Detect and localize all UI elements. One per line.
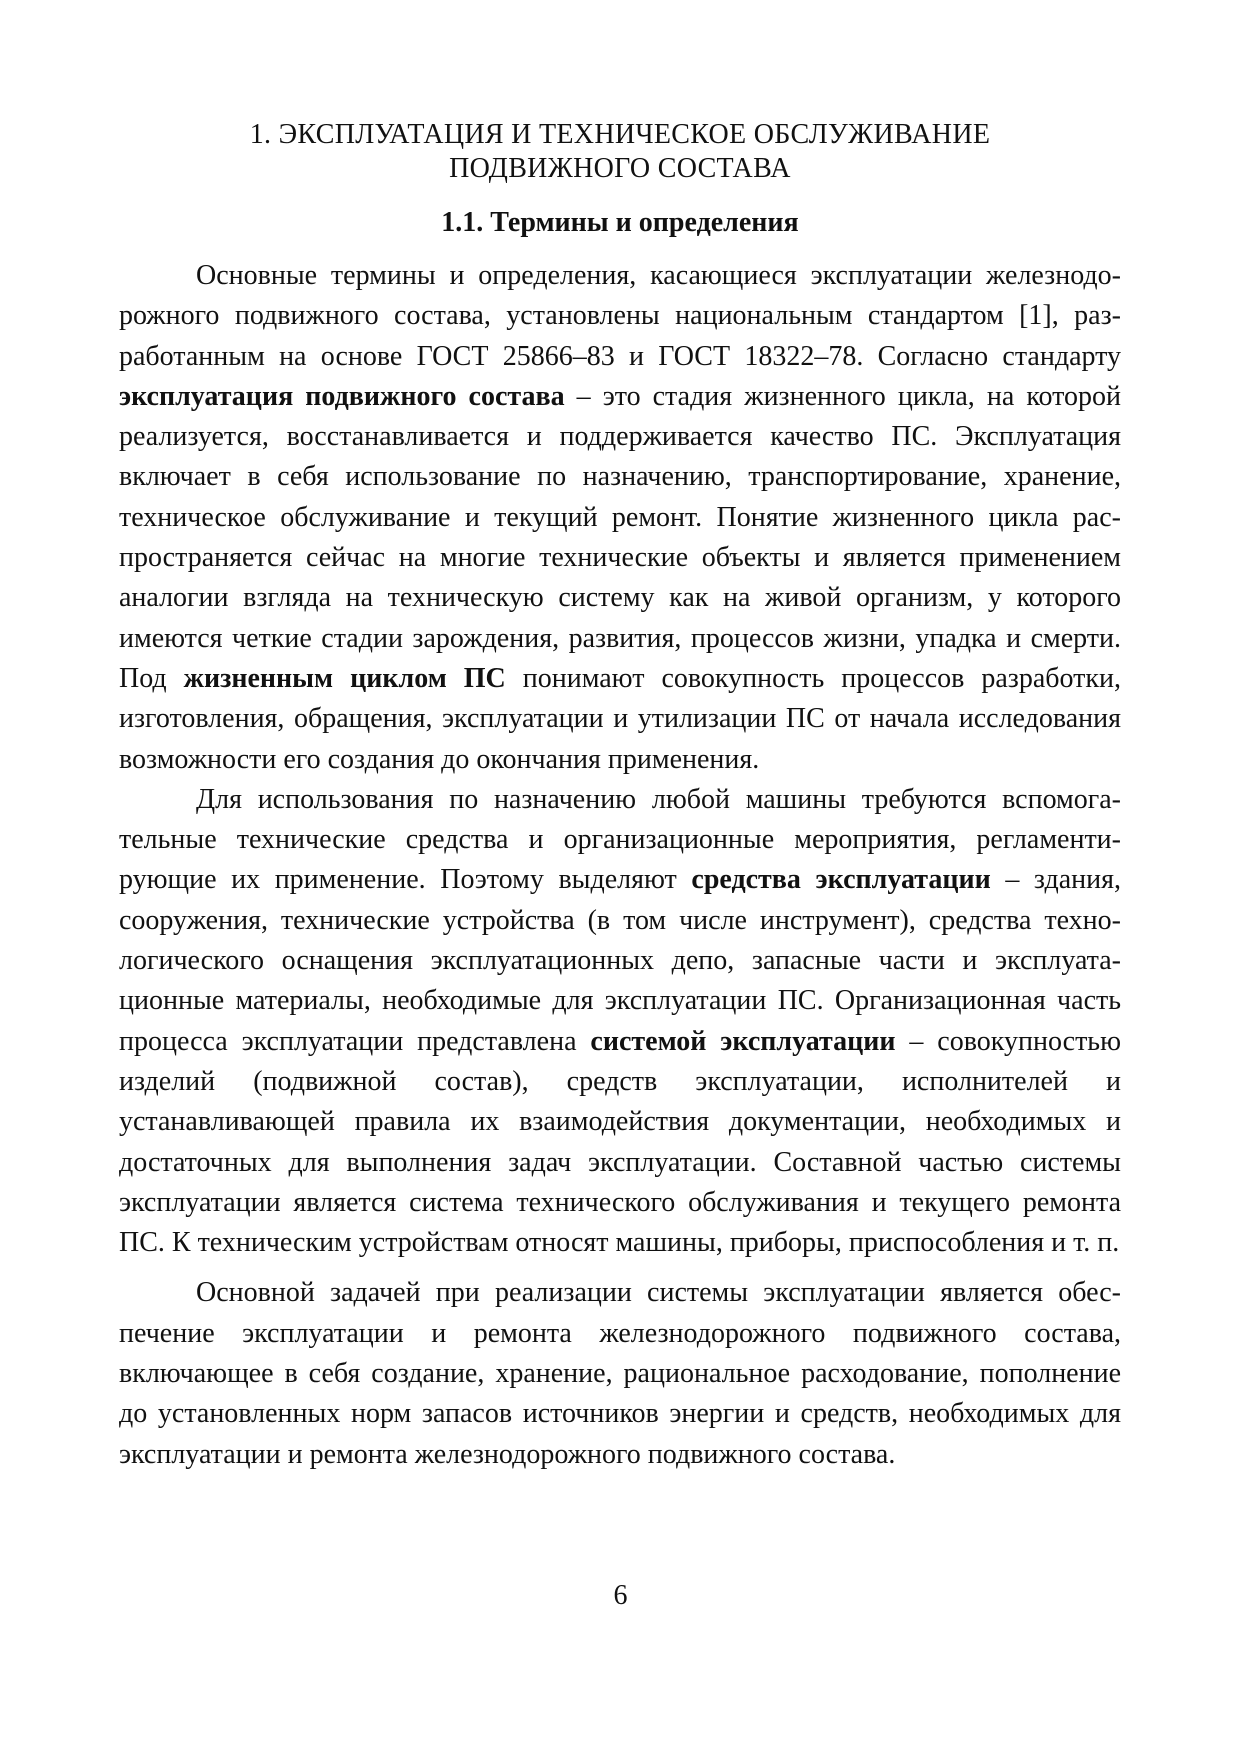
term-life-cycle: жизненным циклом ПС — [183, 662, 506, 694]
chapter-title — [119, 118, 1121, 186]
paragraph-2-text-1: Для использования по назначению любой машины требуются вспомогательные технические средства и организационные мероприятия, регламентирующие их применение. Поэтому выделяют — [119, 783, 1121, 896]
paragraph-1-text-2: – это стадия жизненного цикла, на которой реализуется, восстанавливается и поддерживается качество ПС. Эксплуатация включает в себя использование по назначению, транспортирование, хранение, техническое обслуживание и текущий ремонт. Понятие жизненного цикла распространяется сейчас на многие технические объекты и является применением аналогии взгляда на техническую систему как на живой организм, у которого имеются четкие стадии зарождения, развития, процессов жизни, упадка и смерти. Под — [119, 380, 1121, 694]
text-block — [119, 118, 1121, 1475]
chapter-title-line-2: ПОДВИЖНОГО СОСТАВА — [449, 153, 791, 184]
paragraph-3-text-1: Основной задачей при реализации системы эксплуатации является обеспечение эксплуатации и ремонта железнодорожного подвижного состава, включающее в себя создание, хранение, рациональное расходование, пополнение до установленных норм запасов источников энергии и средств, необходимых для эксплуатации и ремонта железнодорожного подвижного состава. — [119, 1277, 1121, 1470]
term-operation-means: средства эксплуатации — [691, 864, 991, 896]
section-title: 1.1. Термины и определения — [441, 207, 799, 238]
page-number: 6 — [613, 1580, 628, 1611]
paragraph-2-text-2: – здания, сооружения, технические устройства (в том числе инструмент), средства технологического оснащения эксплуатационных депо, запасные части и эксплуатационные материалы, необходимые для эксплуатации ПС. Организационная часть процесса эксплуатации представлена — [119, 864, 1122, 1057]
paragraph-2-text-3: – совокупностью изделий (подвижной состав), средств эксплуатации, исполнителей и устанавливающей правила их взаимодействия документации, необходимых и достаточных для выполнения задач эксплуатации. Составной частью системы эксплуатации является система технического обслуживания и текущего ремонта ПС. К техническим устройствам относят машины, приборы, приспособления и т. п. — [119, 1025, 1121, 1259]
paragraph-1-text-3: понимают совокупность процессов разработки, изготовления, обращения, эксплуатации и утилизации ПС от начала исследования возможности его создания до окончания применения. — [119, 662, 1122, 775]
term-operation-system: системой эксплуатации — [590, 1025, 896, 1057]
paragraph-1 — [119, 256, 1121, 780]
chapter-title-line-1: 1. ЭКСПЛУАТАЦИЯ И ТЕХНИЧЕСКОЕ ОБСЛУЖИВАНИЕ — [249, 119, 991, 150]
paragraph-3 — [119, 1273, 1121, 1474]
paragraph-1-text-1: Основные термины и определения, касающиеся эксплуатации железнодорожного подвижного состава, установлены национальным стандартом [1], разработанным на основе ГОСТ 25866–83 и ГОСТ 18322–78. Согласно стандарту — [119, 260, 1121, 372]
paragraph-2 — [119, 780, 1121, 1264]
term-operation: эксплуатация подвижного состава — [119, 380, 565, 412]
